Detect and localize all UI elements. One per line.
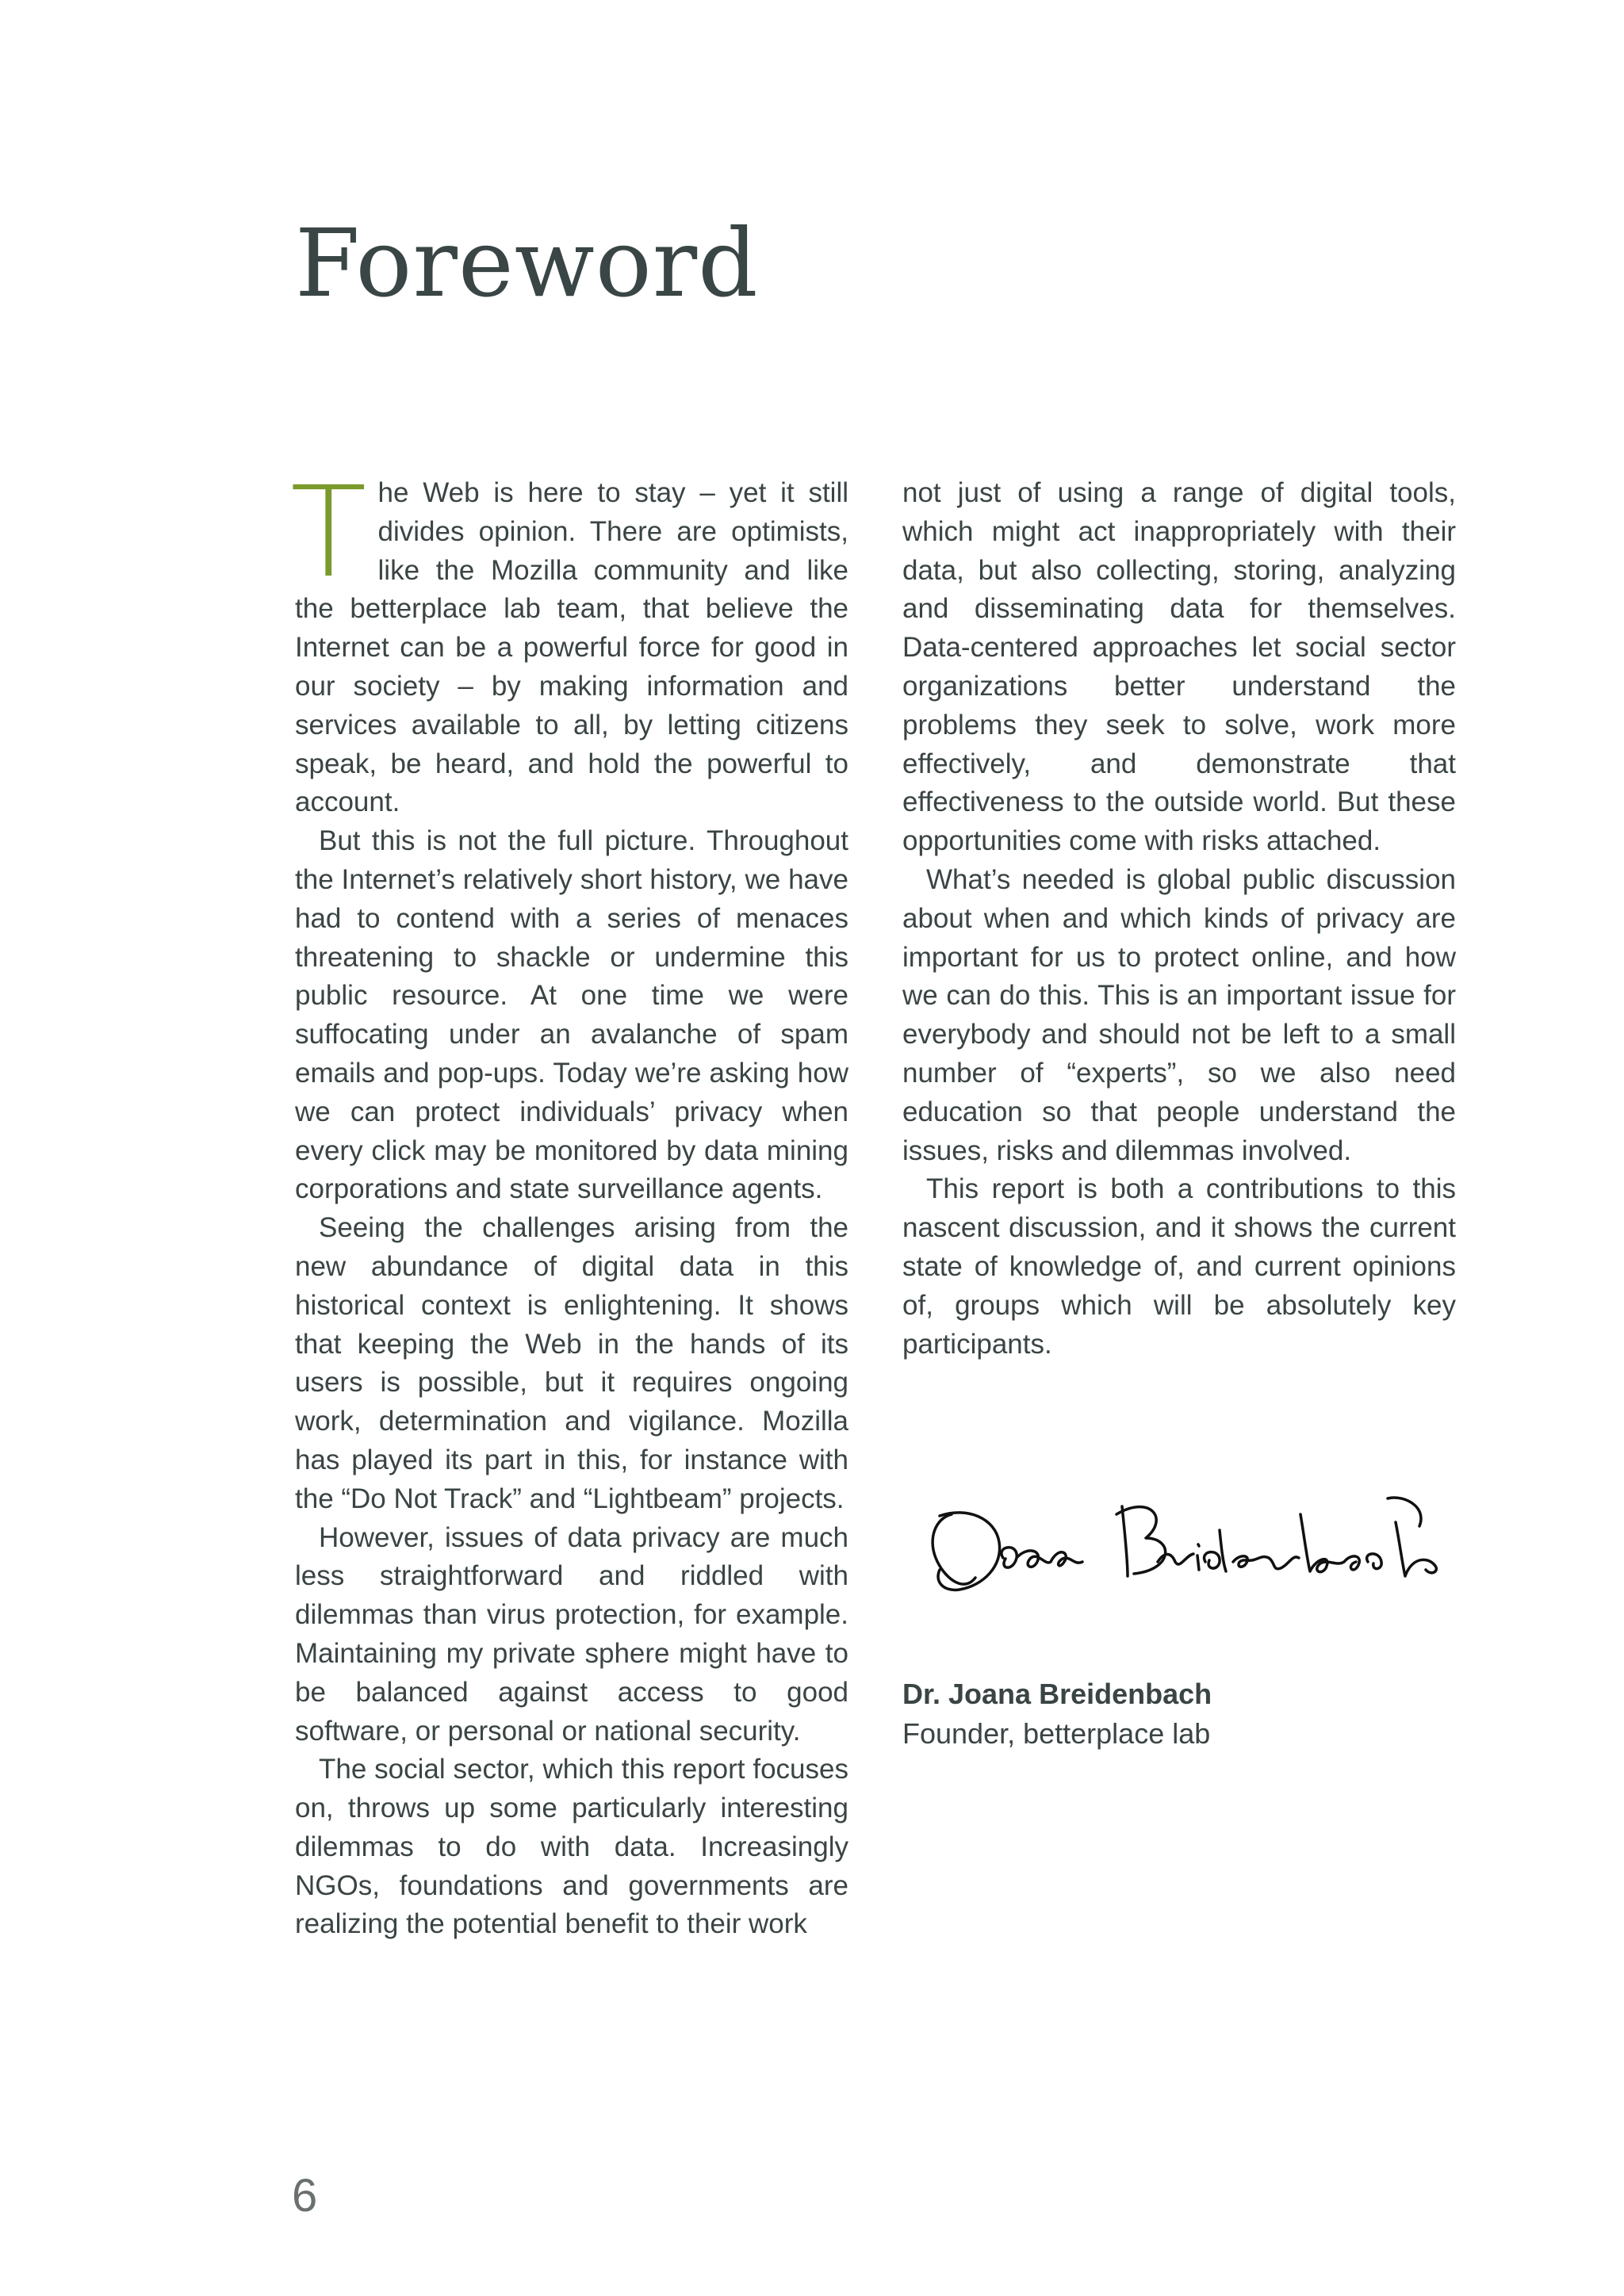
paragraph: Seeing the challenges arising from the new abundance of digital data in this historical context is enlightening. It shows that keeping the Web in the hands of its users is possible, but it requires ongoing work, determination and vigilance. Mozilla has played its part in this, for instance with the “Do Not Track” and “Lightbeam” projects. [295,1212,848,1514]
paragraph: But this is not the full picture. Throughout the Internet’s relatively short history, we have had to contend with a series of menaces threatening to shackle or undermine this public resource. At one time we were suffocating under an avalanche of spam emails and pop-ups. Today we’re asking how we can protect individuals’ privacy when every click may be monitored by data mining corporations and state surveillance agents. [295,825,848,1205]
page-number: 6 [292,2170,318,2221]
signature-stroke [1388,1498,1421,1526]
signer-role: Founder, betterplace lab [902,1717,1211,1750]
signature-stroke [1122,1506,1128,1576]
paragraph: However, issues of data privacy are much less straightforward and riddled with dilemmas than virus protection, for example. Maintaining my private sphere might have to be balanced against access to good software, or personal or national security. [295,1521,848,1747]
drop-cap-letter: T [290,460,367,606]
signer-name: Dr. Joana Breidenbach [902,1678,1212,1710]
paragraph-continued: not just of using a range of digital tools, which might act inappropriately with their data, but also collecting, storing, analyzing and disseminating data for themselves. Data-centered approaches let social sector organizations better understand the problems they seek to solve, work more effectively, and demonstrate that effectiveness to the outside world. But these opportunities come with risks attached. [902,477,1456,857]
handwritten-signature [920,1483,1475,1609]
paragraph-intro-text: he Web is here to stay – yet it still divides opinion. There are optimists, like the Mozilla community and like the betterplace lab team, that believe the Internet can be a powerful force for good in our society – by making information and services available to all, by letting citizens speak, be heard, and hold the powerful to account. [295,477,848,818]
paragraph: The social sector, which this report focuses on, throws up some particularly interesting dilemmas to do with data. Increasingly NGOs, foundations and governments are realizing the potential benefit to their work [295,1754,848,1940]
signature-stroke [1002,1548,1082,1567]
signature-stroke [938,1513,1000,1590]
right-text-column [902,474,1456,1364]
left-text-column [290,460,848,1944]
paragraph: This report is both a contributions to this nascent discussion, and it shows the current state of knowledge of, and current opinions of, groups which will be absolutely key participants. [902,1173,1456,1360]
page-title: Foreword [295,209,759,318]
signature-stroke [1158,1514,1436,1576]
signer-block [902,1674,1212,1754]
paragraph-intro [290,460,848,822]
paragraph: What’s needed is global public discussion about when and which kinds of privacy are important for us to protect online, and how we can do this. This is an important issue for everybody and should not be left to a small number of “experts”, so we also need education so that people understand the issues, risks and dilemmas involved. [902,863,1456,1166]
